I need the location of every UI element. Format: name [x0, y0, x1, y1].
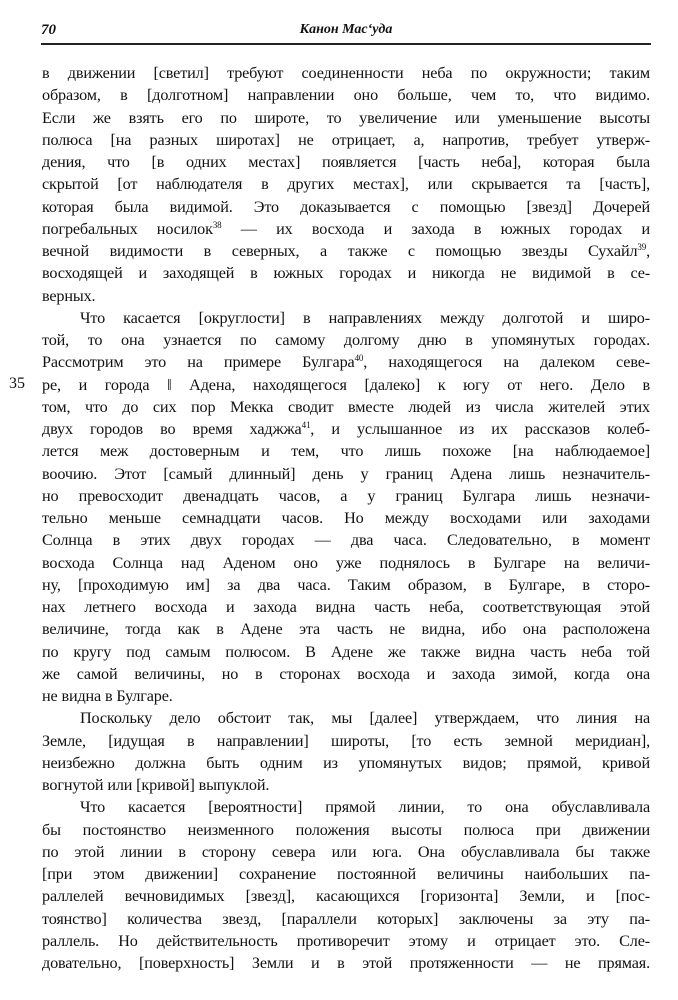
text-line [42, 396, 650, 418]
header-rule [41, 43, 651, 45]
text-segment: ну, [проходимую им] за два часа. Таким образом, в Булгаре, в сторо- [42, 575, 650, 594]
text-segment: Рассмотрим это на примере Булгара [42, 353, 355, 372]
text-segment: дения, что [в одних местах] появляется [часть неба], которая была [42, 153, 650, 171]
running-title: Канон Мас‘уда [299, 22, 393, 37]
text-line [42, 863, 650, 885]
text-segment: той, то она узнается по самому долгому дню в упомянутых городах. [42, 331, 650, 349]
text-line [42, 351, 650, 373]
text-segment: тоянство] количества звезд, [параллели которых] заключены за эту па- [42, 909, 650, 928]
text-segment: , находящегося на далеком севе- [363, 353, 650, 372]
text-segment: восходящей и заходящей в южных городах и никогда не видимой в се- [42, 264, 650, 283]
text-line [42, 685, 650, 707]
text-line [42, 418, 650, 440]
text-line [42, 218, 650, 240]
text-line [42, 552, 650, 574]
text-segment: Если же взять его по широте, то увеличение или уменьшение высоты [42, 108, 650, 127]
text-line [42, 574, 650, 596]
text-line [42, 463, 650, 485]
text-segment: вечной видимости в северных, а также с помощью звезды Сухайл [42, 242, 638, 260]
text-segment: Поскольку дело обстоит так, мы [далее] утверждаем, что линия на [80, 709, 650, 728]
text-segment: бы постоянство неизменного положения высоты полюса при движении [42, 820, 650, 839]
text-segment: неизбежно должна быть одним из упомянутых видов; прямой, кривой [42, 753, 650, 772]
text-segment: воочию. Этот [самый длинный] день у границ Адена лишь незначитель- [42, 464, 650, 483]
text-segment: по этой линии в сторону севера или юга. Она обуславливала бы также [42, 842, 650, 861]
text-line [42, 240, 650, 262]
text-line [42, 173, 650, 195]
text-segment: том, что до сих пор Мекка сводит вместе людей из числа жителей этих [42, 397, 650, 416]
text-line [42, 930, 650, 952]
text-line [42, 885, 650, 907]
text-line [42, 730, 650, 752]
text-line [42, 663, 650, 685]
text-segment: Что касается [вероятности] прямой линии, то она обуславливала [80, 798, 650, 817]
text-line [42, 707, 650, 729]
text-segment: раллель. Но действительность противоречит этому и отрицает это. Сле- [42, 931, 650, 950]
text-line [42, 329, 650, 351]
footnote-ref: 38 [212, 219, 222, 230]
text-line [42, 596, 650, 618]
text-segment: , [646, 242, 650, 260]
text-segment: полюса [на разных широтах] не отрицает, а, напротив, требует утверж- [42, 130, 650, 149]
text-segment: — их восхода и захода в южных городах и [221, 219, 650, 238]
text-line [42, 374, 650, 396]
body-text [42, 62, 650, 974]
text-line [42, 129, 650, 151]
text-segment: Солнца в этих двух городах — два часа. Следовательно, в момент [42, 531, 650, 550]
page-number: 70 [41, 22, 56, 38]
text-line [42, 485, 650, 507]
text-line [42, 819, 650, 841]
footnote-ref: 39 [637, 242, 647, 252]
text-line [42, 641, 650, 663]
text-segment: лется меж достоверным и тем, что лишь похоже [на наблюдаемое] [42, 442, 650, 461]
text-line [42, 774, 650, 796]
text-segment: верных. [42, 286, 96, 305]
text-segment: раллелей вечновидимых [звезд], касающихся [горизонта] Земли, и [пос- [42, 887, 650, 906]
text-segment: , и услышанное из их рассказов колеб- [310, 420, 650, 438]
text-line [42, 796, 650, 818]
text-segment: Земле, [идущая в направлении] широты, [то есть земной меридиан], [42, 731, 650, 750]
text-segment: в движении [светил] требуют соединенности неба по окружности; таким [42, 64, 650, 82]
text-line [42, 908, 650, 930]
text-line [42, 952, 650, 974]
text-line [42, 107, 650, 129]
text-line [42, 618, 650, 640]
page-header [41, 18, 651, 44]
text-segment: тельно меньше семнадцати часов. Но между восходами или заходами [42, 509, 650, 527]
line-number-marker: 35 [9, 374, 25, 392]
text-segment: но превосходит двенадцать часов, а у границ Булгара лишь незначи- [42, 486, 650, 505]
text-segment: Что касается [округлости] в направлениях между долготой и широ- [80, 308, 650, 327]
text-line [42, 62, 650, 84]
footnote-ref: 41 [301, 420, 311, 430]
text-line [42, 440, 650, 462]
text-segment: величине, тогда как в Адене эта часть не видна, ибо она расположена [42, 620, 650, 639]
text-segment: которая была видимой. Это доказывается с помощью [звезд] Дочерей [42, 197, 650, 216]
text-line [42, 529, 650, 551]
text-segment: скрытой [от наблюдателя в других местах], или скрывается та [часть], [42, 175, 650, 194]
text-segment: по кругу под самым полюсом. В Адене же также видна часть неба той [42, 642, 650, 661]
text-line [42, 285, 650, 307]
text-segment: двух городов во время хаджжа [42, 420, 302, 438]
text-line [42, 262, 650, 284]
text-line [42, 196, 650, 218]
text-segment: довательно, [поверхность] Земли и в этой протяженности — не прямая. [42, 954, 650, 972]
text-line [42, 84, 650, 106]
text-segment: не видна в Булгаре. [42, 687, 173, 705]
text-line [42, 841, 650, 863]
text-line [42, 151, 650, 173]
text-segment: погребальных носилок [42, 219, 213, 238]
text-segment: ре, и города ‖ Адена, находящегося [далеко] к югу от него. Дело в [42, 375, 650, 394]
text-segment: нах летнего восхода и захода видна часть неба, соответствующая этой [42, 598, 650, 616]
text-segment: восхода Солнца над Аденом оно уже поднялось в Булгаре на величи- [42, 553, 650, 572]
text-segment: же самой величины, но в сторонах восхода и захода зимой, когда она [42, 664, 650, 683]
text-line [42, 752, 650, 774]
text-segment: образом, в [долготном] направлении оно больше, чем то, что видимо. [42, 86, 650, 105]
text-line [42, 507, 650, 529]
text-segment: вогнутой или [кривой] выпуклой. [42, 776, 270, 794]
footnote-ref: 40 [354, 353, 364, 364]
text-segment: [при этом движении] сохранение постоянной величины наибольших па- [42, 865, 650, 883]
text-line [42, 307, 650, 329]
